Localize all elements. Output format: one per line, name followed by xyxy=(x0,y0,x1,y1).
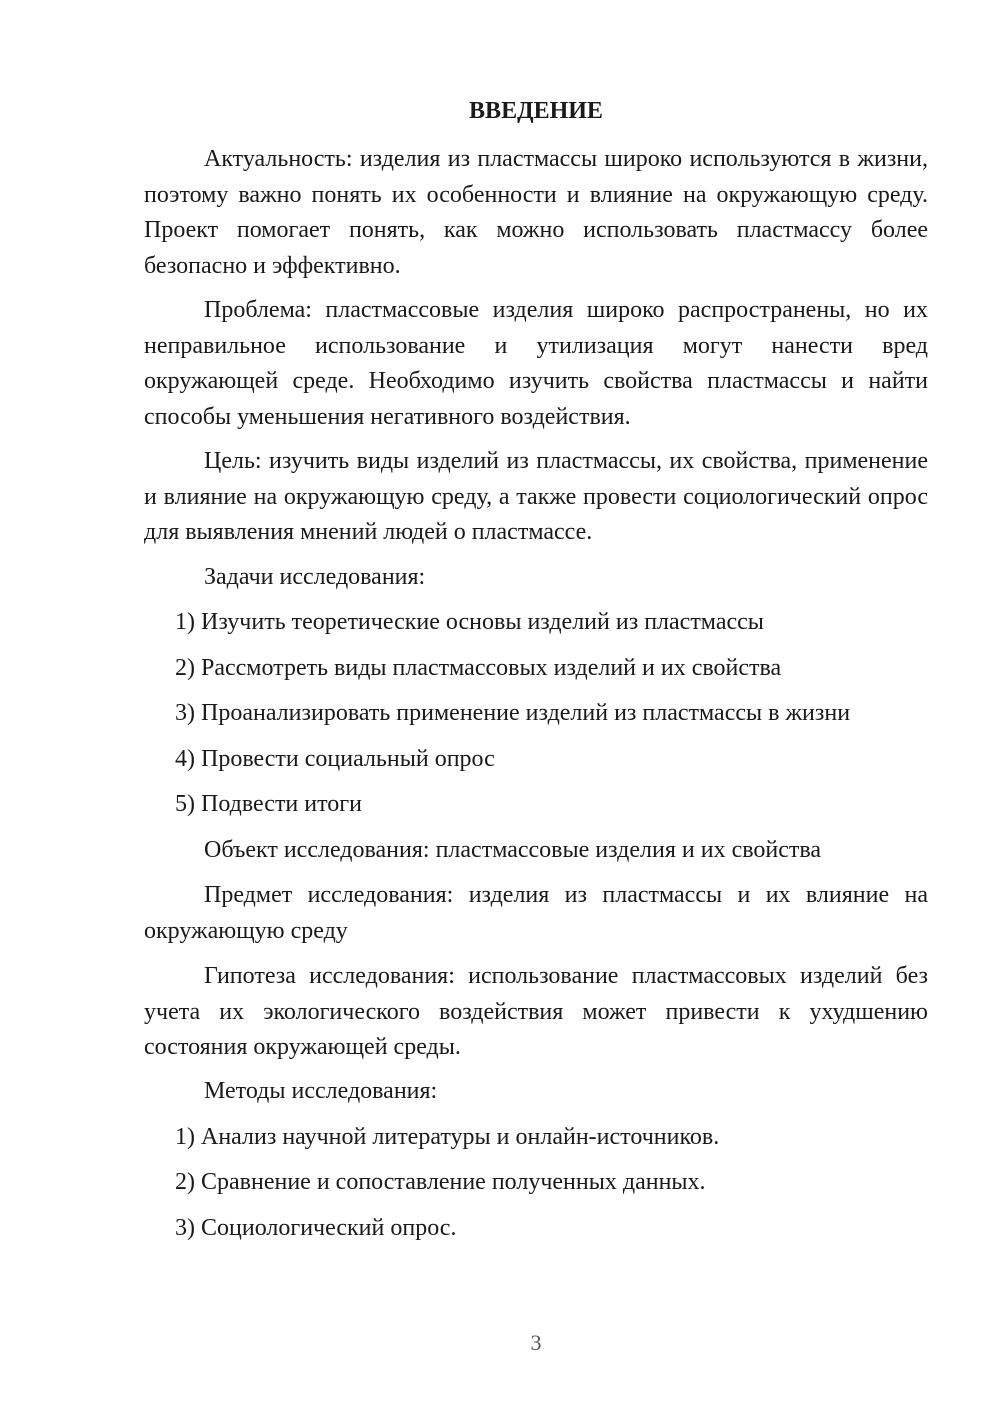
task-item: 3) Проанализировать применение изделий из пластмассы в жизни xyxy=(175,700,851,726)
method-item: 3) Социологический опрос. xyxy=(175,1215,457,1241)
paragraph-subject: Предмет исследования: изделия из пластмассы и их влияние на окружающую среду xyxy=(144,882,928,944)
method-item: 2) Сравнение и сопоставление полученных данных. xyxy=(175,1169,706,1195)
page-number: 3 xyxy=(530,1330,542,1355)
paragraph-problem: Проблема: пластмассовые изделия широко распространены, но их неправильное использование и утилизация могут нанести вред окружающей среде. Необходимо изучить свойства пластмассы и найти способы уменьшения негативного воздействия. xyxy=(144,297,928,430)
methods-title: Методы исследования: xyxy=(204,1078,438,1104)
paragraph-object: Объект исследования: пластмассовые изделия и их свойства xyxy=(204,837,822,863)
paragraph-goal: Цель: изучить виды изделий из пластмассы, их свойства, применение и влияние на окружающую среду, а также провести социологический опрос для выявления мнений людей о пластмассе. xyxy=(144,448,928,545)
section-heading: ВВЕДЕНИЕ xyxy=(469,98,603,124)
task-item: 4) Провести социальный опрос xyxy=(175,746,495,772)
tasks-title: Задачи исследования: xyxy=(204,564,426,590)
paragraph-relevance: Актуальность: изделия из пластмассы широко используются в жизни, поэтому важно понять их особенности и влияние на окружающую среду. Проект помогает понять, как можно использовать пластмассу более безопасно и эффективно. xyxy=(144,146,928,279)
method-item: 1) Анализ научной литературы и онлайн-источников. xyxy=(175,1124,720,1150)
task-item: 5) Подвести итоги xyxy=(175,791,362,817)
task-item: 1) Изучить теоретические основы изделий из пластмассы xyxy=(175,609,764,635)
paragraph-hypothesis: Гипотеза исследования: использование пластмассовых изделий без учета их экологического воздействия может привести к ухудшению состояния окружающей среды. xyxy=(144,963,928,1060)
task-item: 2) Рассмотреть виды пластмассовых изделий и их свойства xyxy=(175,655,782,681)
